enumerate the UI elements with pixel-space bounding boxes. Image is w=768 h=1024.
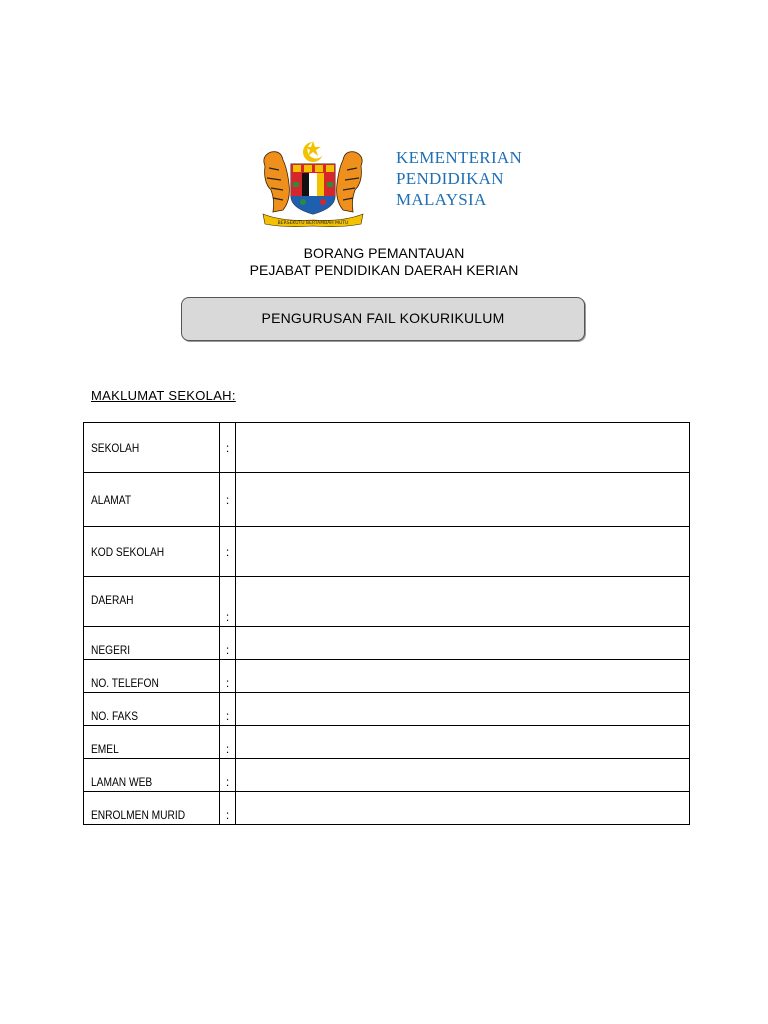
table-row [84,473,690,527]
field-label [84,792,220,825]
field-value-laman-web[interactable] [236,759,690,792]
field-label [84,473,220,527]
field-value-alamat[interactable] [236,473,690,527]
field-label [84,527,220,577]
table-row [84,627,690,660]
separator-text: : [225,775,230,789]
field-separator [220,792,236,825]
topic-box [181,297,585,341]
field-separator [220,423,236,473]
table-row [84,423,690,473]
field-label [84,693,220,726]
field-label [84,759,220,792]
separator-text: : [225,808,230,822]
field-separator [220,527,236,577]
table-row [84,527,690,577]
field-label-text: NEGERI [91,643,131,657]
field-value-no-telefon[interactable] [236,660,690,693]
table-row [84,660,690,693]
separator-text: : [225,440,230,455]
field-separator [220,726,236,759]
field-separator [220,660,236,693]
field-value-enrolmen-murid[interactable] [236,792,690,825]
ministry-line-3: MALAYSIA [396,190,487,209]
separator-text: : [225,492,230,507]
field-value-sekolah[interactable] [236,423,690,473]
separator-text: : [225,709,230,723]
separator-text: : [225,643,230,657]
field-label-text: ALAMAT [91,492,132,507]
separator-text: : [225,742,230,756]
field-separator [220,627,236,660]
svg-text:BERSEKUTU BERTAMBAH MUTU: BERSEKUTU BERTAMBAH MUTU [277,221,349,226]
field-label-text: EMEL [91,742,119,756]
table-row [84,726,690,759]
field-label [84,423,220,473]
field-value-negeri[interactable] [236,627,690,660]
field-label [84,660,220,693]
section-title: MAKLUMAT SEKOLAH: [91,388,236,403]
ministry-line-2: PENDIDIKAN [396,169,504,188]
table-row [84,693,690,726]
topic-title: PENGURUSAN FAIL KOKURIKULUM [261,310,505,326]
ministry-name [396,147,522,210]
field-label-text: DAERAH [91,593,134,607]
table-row [84,792,690,825]
coat-of-arms-icon [253,138,373,228]
field-separator [220,473,236,527]
field-label-text: NO. TELEFON [91,676,159,690]
field-label [84,577,220,627]
field-label-text: KOD SEKOLAH [91,544,165,559]
field-label-text: ENROLMEN MURID [91,808,186,822]
field-value-emel[interactable] [236,726,690,759]
field-label-text: SEKOLAH [91,440,140,455]
separator-text: : [225,544,230,559]
field-separator [220,759,236,792]
table-row [84,759,690,792]
field-separator [220,577,236,627]
field-value-no-faks[interactable] [236,693,690,726]
form-title-line-1: BORANG PEMANTAUAN [303,245,465,261]
field-label-text: LAMAN WEB [91,775,153,789]
field-separator [220,693,236,726]
form-title-line-2: PEJABAT PENDIDIKAN DAERAH KERIAN [249,262,519,278]
table-row [84,577,690,627]
field-label-text: NO. FAKS [91,709,139,723]
field-value-daerah[interactable] [236,577,690,627]
separator-text: : [225,676,230,690]
form-heading [0,245,768,279]
ministry-line-1: KEMENTERIAN [396,148,523,167]
field-value-kod-sekolah[interactable] [236,527,690,577]
separator-text: : [225,610,230,624]
school-info-table [83,422,690,825]
field-label [84,726,220,759]
field-label [84,627,220,660]
